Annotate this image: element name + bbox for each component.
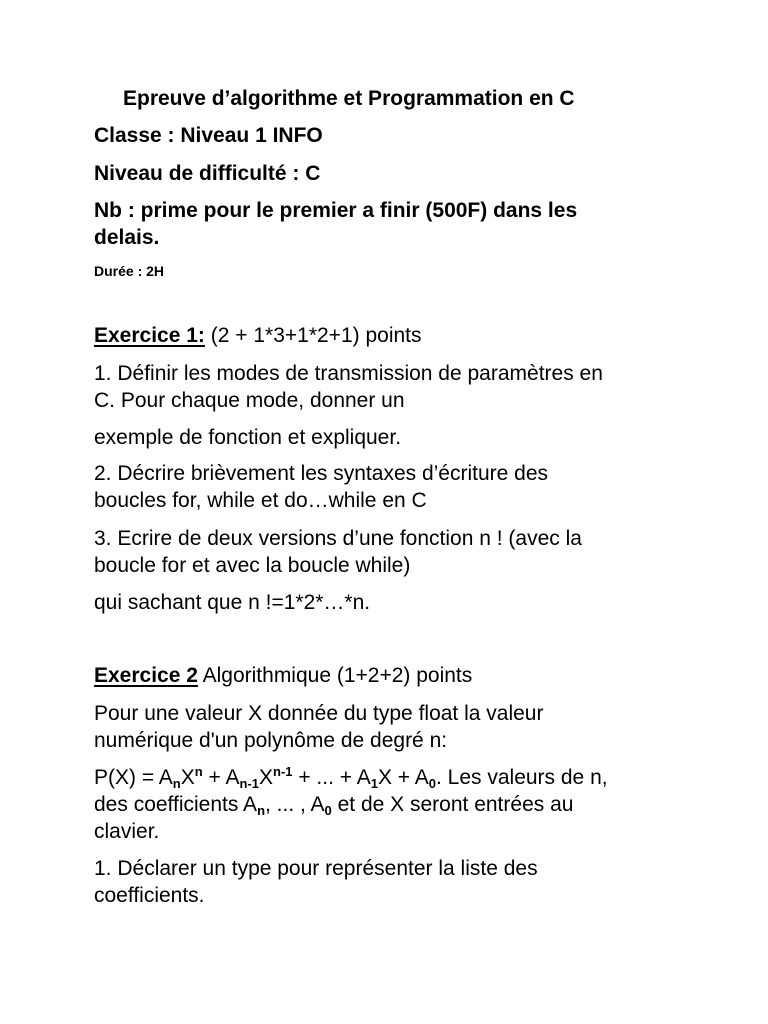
polynomial-coefficients-line: des coefficients $A_n$, ... , $A_0$ et de X seront entrées au: [94, 793, 574, 818]
ex1-q1-line1: 1. Définir les modes de transmission de paramètres en: [94, 362, 603, 385]
exam-title: Epreuve d’algorithme et Programmation en C: [123, 87, 575, 110]
exercise2-points: Algorithmique (1+2+2) points: [197, 664, 473, 687]
exercise1-points: (2 + 1*3+1*2+1) points: [204, 324, 422, 347]
exercise1-heading: [94, 322, 694, 349]
ex1-q3-line1: 3. Ecrire de deux versions d’une fonction n ! (avec la: [94, 527, 582, 550]
ex1-q2-line1: 2. Décrire brièvement les syntaxes d’écriture des: [94, 462, 549, 485]
polynomial-formula: $P(X) = A_nX^n + A_{n-1}X^{n-1}$ + ... + $A_1X + A_0$. Les valeurs de n,: [94, 764, 608, 791]
exercise1-label: Exercice 1:: [94, 324, 205, 347]
prize-note-line1: Nb : prime pour le premier a finir (500F) dans les: [94, 199, 578, 222]
prize-note-line2: delais.: [94, 226, 160, 249]
ex1-q2-line2: boucles for, while et do…while en C: [94, 489, 427, 512]
exercise2-heading: [94, 662, 694, 689]
ex2-q1-line2: coefficients.: [94, 884, 205, 907]
ex1-q1-line2: C. Pour chaque mode, donner un: [94, 389, 405, 412]
ex2-intro-line1: Pour une valeur X donnée du type float la valeur: [94, 702, 544, 725]
duration: Durée : 2H: [94, 263, 165, 279]
ex2-intro-line2: numérique d'un polynôme de degré n:: [94, 729, 448, 752]
difficulty-level: Niveau de difficulté : C: [94, 162, 321, 185]
ex2-q1-line1: 1. Déclarer un type pour représenter la liste des: [94, 857, 538, 880]
polynomial-line3: clavier.: [94, 820, 160, 843]
ex1-q3-line2: boucle for et avec la boucle while): [94, 554, 411, 577]
ex1-q3-line3: qui sachant que n !=1*2*…*n.: [94, 591, 371, 614]
exercise2-label: Exercice 2: [94, 664, 198, 687]
ex1-q1-line3: exemple de fonction et expliquer.: [94, 426, 402, 449]
class-level: Classe : Niveau 1 INFO: [94, 124, 323, 147]
